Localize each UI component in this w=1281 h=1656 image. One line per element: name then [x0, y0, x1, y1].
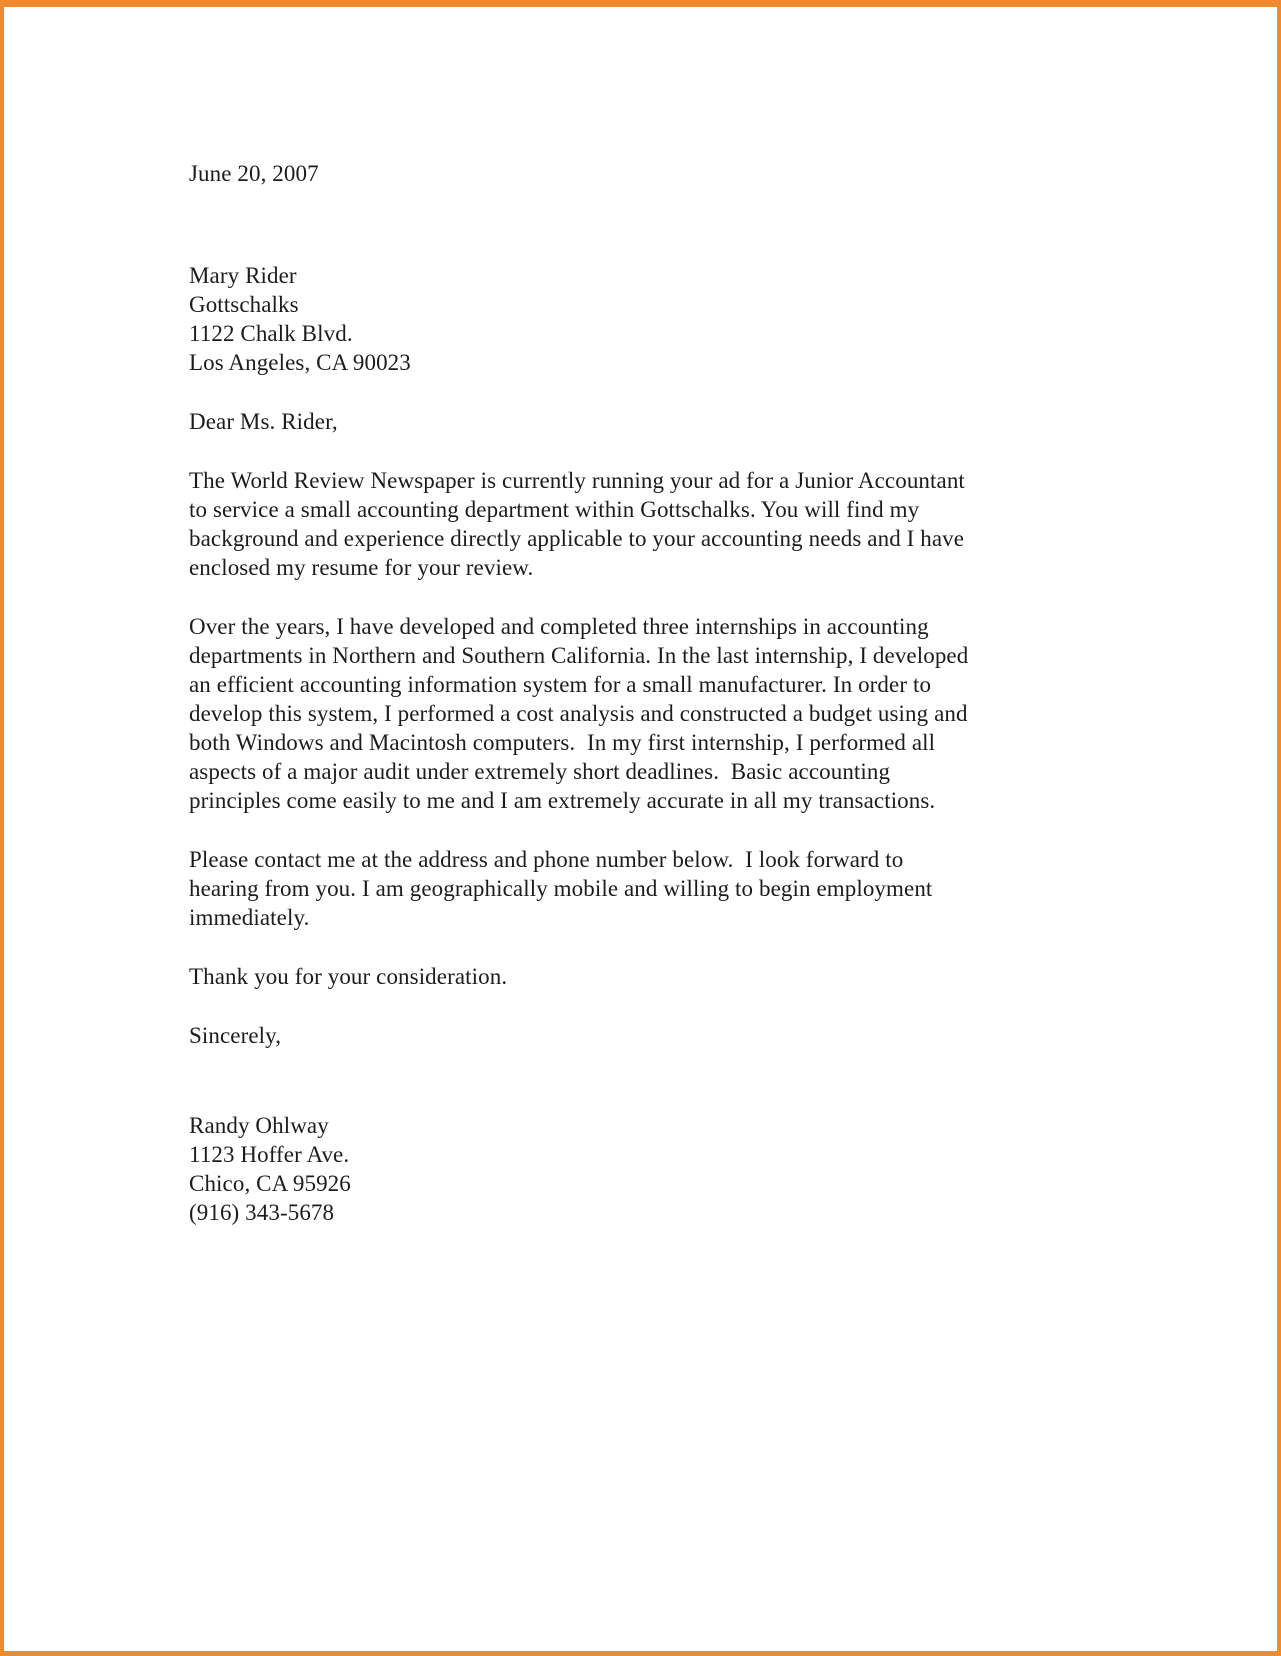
date-text: June 20, 2007 [189, 161, 319, 186]
signature-name: Randy Ohlway [189, 1113, 329, 1138]
thanks-line [189, 962, 1237, 991]
letter-content [4, 7, 1277, 1227]
body-line: to service a small accounting department within Gottschalks. You will find my [189, 497, 920, 522]
body-line: enclosed my resume for your review. [189, 555, 534, 580]
signature-city: Chico, CA 95926 [189, 1171, 351, 1196]
body-line: departments in Northern and Southern California. In the last internship, I developed [189, 643, 969, 668]
body-line: an efficient accounting information system for a small manufacturer. In order to [189, 672, 932, 697]
body-line: both Windows and Macintosh computers. In my first internship, I performed all [189, 730, 936, 755]
recipient-address [189, 261, 1237, 377]
body-line: immediately. [189, 905, 310, 930]
recipient-street: 1122 Chalk Blvd. [189, 321, 353, 346]
body-paragraph-3 [189, 845, 1237, 932]
recipient-company: Gottschalks [189, 292, 299, 317]
signature-phone: (916) 343-5678 [189, 1200, 335, 1225]
body-line: Over the years, I have developed and completed three internships in accounting [189, 614, 929, 639]
body-paragraph-1 [189, 466, 1237, 582]
signature-street: 1123 Hoffer Ave. [189, 1142, 350, 1167]
body-line: The World Review Newspaper is currently running your ad for a Junior Accountant [189, 468, 965, 493]
closing-text: Sincerely, [189, 1023, 282, 1048]
body-line: aspects of a major audit under extremely short deadlines. Basic accounting [189, 759, 891, 784]
thanks-text: Thank you for your consideration. [189, 964, 508, 989]
signature [189, 1111, 1237, 1227]
recipient-name: Mary Rider [189, 263, 297, 288]
body-line: principles come easily to me and I am extremely accurate in all my transactions. [189, 788, 936, 813]
body-paragraph-2 [189, 612, 1237, 815]
body-line: hearing from you. I am geographically mobile and willing to begin employment [189, 876, 933, 901]
body-line: Please contact me at the address and phone number below. I look forward to [189, 847, 904, 872]
salutation [189, 407, 1237, 436]
recipient-city: Los Angeles, CA 90023 [189, 350, 411, 375]
closing [189, 1021, 1237, 1050]
letter-date [189, 159, 1237, 188]
body-line: background and experience directly applicable to your accounting needs and I have [189, 526, 965, 551]
salutation-text: Dear Ms. Rider, [189, 409, 338, 434]
body-line: develop this system, I performed a cost analysis and constructed a budget using and [189, 701, 968, 726]
